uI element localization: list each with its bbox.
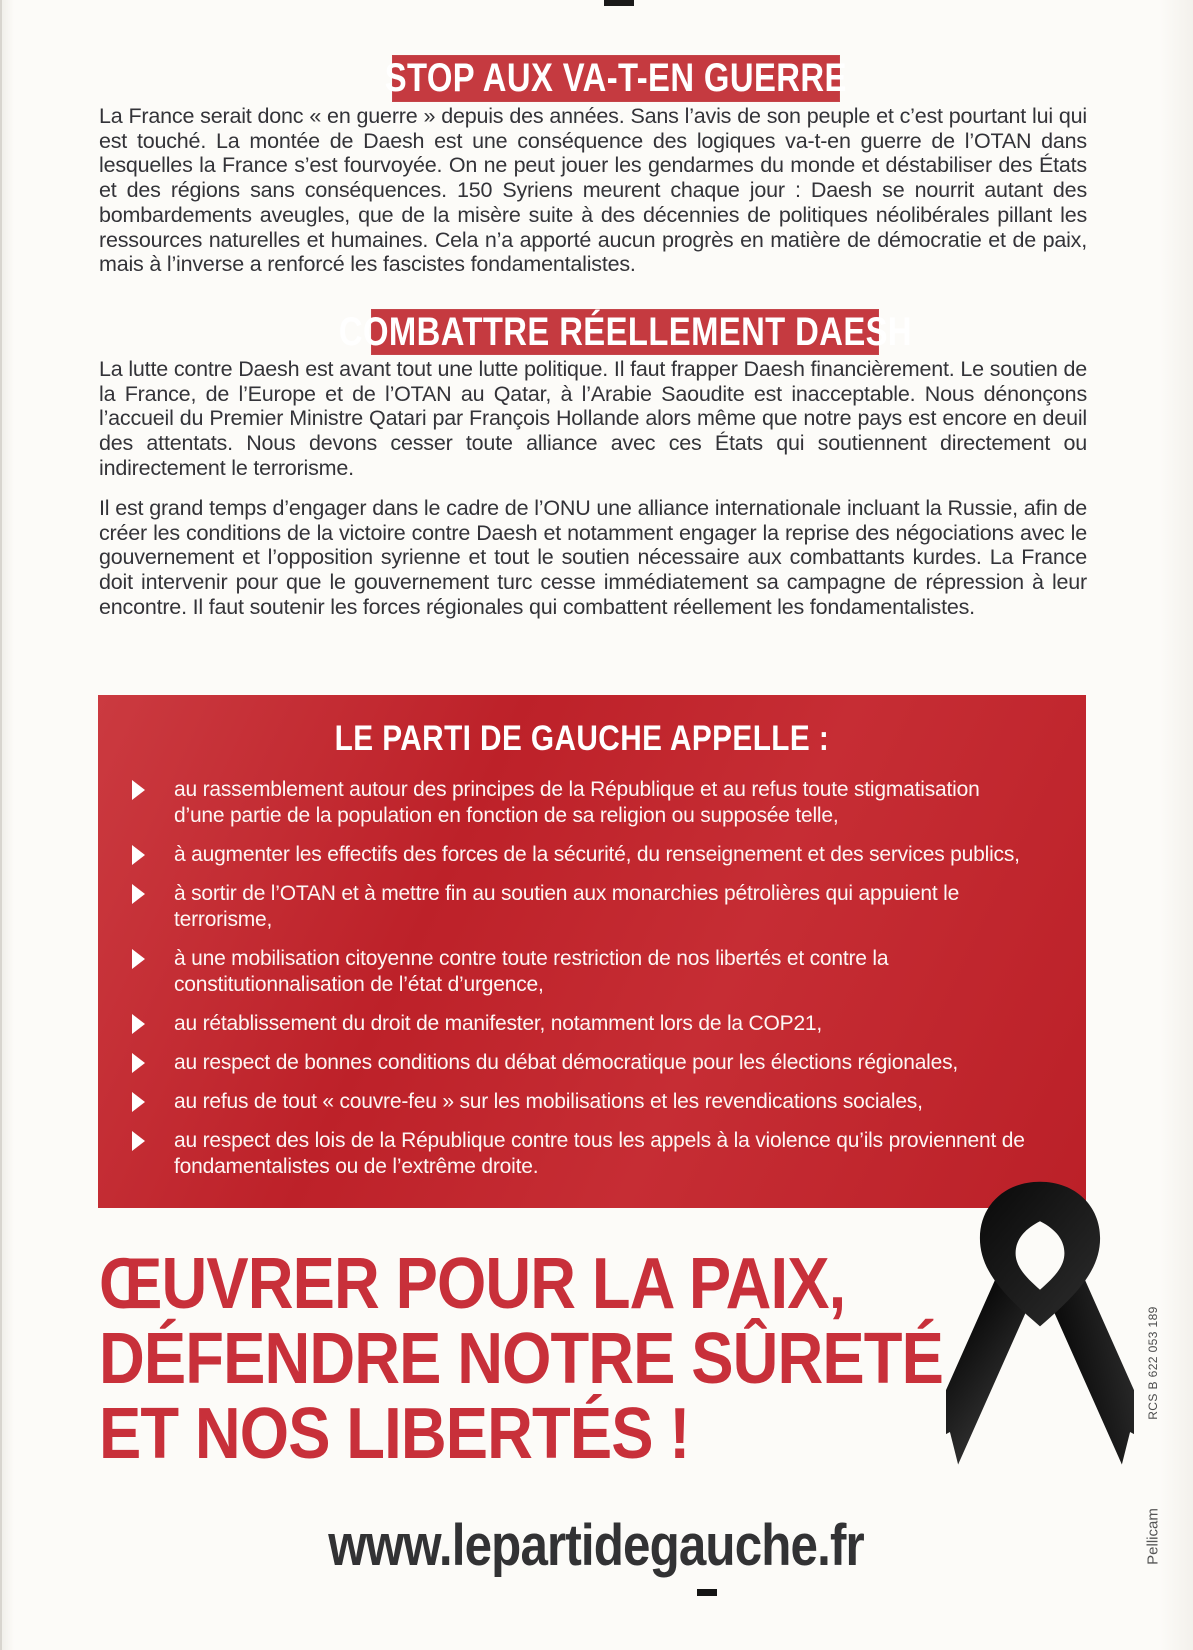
list-item-text: au rétablissement du droit de manifester, notamment lors de la COP21,: [174, 1012, 823, 1035]
triangle-arrow-icon: [132, 949, 161, 969]
list-item-text: à sortir de l’OTAN et à mettre fin au soutien aux monarchies pétrolières qui appuient le terrorisme,: [174, 882, 960, 931]
list-item: [132, 842, 1031, 868]
list-item: [132, 1050, 1031, 1076]
list-item: [132, 1089, 1031, 1115]
appeal-box: [98, 695, 1086, 1208]
list-item-text: au refus de tout « couvre-feu » sur les mobilisations et les revendications sociales,: [174, 1090, 923, 1113]
headline-line-2: [99, 1319, 1058, 1399]
triangle-arrow-icon: [132, 845, 161, 865]
triangle-arrow-icon: [132, 1092, 161, 1112]
paragraph-stop: La France serait donc « en guerre » depuis des années. Sans l’avis de son peuple et c’est pourtant lui qui est touché. La montée de Daesh est une conséquence des logiques va-t-en guerre de l’OTAN dans lesquelles la France s’est fourvoyée. On ne peut jouer les gendarmes du monde et déstabiliser des États et des régions sans conséquences. 150 Syriens meurent chaque jour : Daesh se nourrit autant des bombardements aveugles, que de la misère suite à des décennies de politiques néolibérales pillant les ressources naturelles et humaines. Cela n’a apporté aucun progrès en matière de démocratie et de paix, mais à l’inverse a renforcé les fascistes fondamentalistes.: [99, 104, 1087, 277]
appeal-box-title: [132, 717, 1031, 761]
list-item-text: au respect des lois de la République contre tous les appels à la violence qu’ils proviennent de fondamentalistes ou de l’extrême droite.: [174, 1129, 1025, 1178]
list-item-text: au respect de bonnes conditions du débat démocratique pour les élections régionales,: [174, 1051, 959, 1074]
headline-line-2-text: DÉFENDRE NOTRE SÛRETÉ: [99, 1319, 944, 1399]
website-url: [0, 1512, 1193, 1579]
website-url-text: www.lepartidegauche.fr: [328, 1513, 865, 1578]
list-item-text: au rassemblement autour des principes de la République et au refus toute stigmatisation d’une partie de la population en fonction de sa religion ou supposée telle,: [174, 778, 980, 827]
triangle-arrow-icon: [132, 1053, 161, 1073]
triangle-arrow-icon: [132, 884, 161, 904]
imprint-rcs: RCS B 622 053 189: [1146, 1306, 1160, 1420]
headline-line-1: [99, 1244, 1058, 1324]
section-title-combat-label: COMBATTRE RÉELLEMENT DAESH: [338, 309, 912, 354]
triangle-arrow-icon: [132, 1131, 161, 1151]
list-item: [132, 946, 1031, 998]
headline-line-1-text: ŒUVRER POUR LA PAIX,: [99, 1244, 846, 1324]
paragraph-combat-1: La lutte contre Daesh est avant tout une lutte politique. Il faut frapper Daesh financièrement. Le soutien de la France, de l’Europe et de l’OTAN au Qatar, à l’Arabie Saoudite est inacceptable. Nous dénonçons l’accueil du Premier Ministre Qatari par François Hollande alors même que notre pays est encore en deuil des attentats. Nous devons cesser toute alliance avec ces États qui soutiennent directement ou indirectement le terrorisme.: [99, 357, 1087, 480]
list-item-text: à augmenter les effectifs des forces de la sécurité, du renseignement et des services publics,: [174, 843, 1020, 866]
triangle-arrow-icon: [132, 1014, 161, 1034]
list-item: [132, 777, 1031, 829]
list-item: [132, 881, 1031, 933]
scan-mark-top: [604, 0, 634, 6]
triangle-arrow-icon: [132, 780, 161, 800]
appeal-box-title-label: LE PARTI DE GAUCHE APPELLE :: [334, 719, 829, 758]
section-title-stop: [384, 56, 848, 101]
scan-edge-line: [0, 0, 2, 1650]
list-item: [132, 1011, 1031, 1037]
headline-line-3-text: ET NOS LIBERTÉS !: [99, 1394, 690, 1474]
section-title-combat: [338, 309, 912, 354]
scan-mark-bottom: [697, 1589, 717, 1596]
headline: [99, 1244, 1058, 1474]
section-title-stop-label: STOP AUX VA-T-EN GUERRE: [384, 56, 848, 100]
paragraph-combat-2: Il est grand temps d’engager dans le cadre de l’ONU une alliance internationale incluant la Russie, afin de créer les conditions de la victoire contre Daesh et notamment engager la reprise des négociations avec le gouvernement et l’opposition syrienne et tout le soutien nécessaire aux combattants kurdes. La France doit intervenir pour que le gouvernement turc cesse immédiatement sa campagne de répression à leur encontre. Il faut soutenir les forces régionales qui combattent réellement les fondamentalistes.: [99, 496, 1087, 619]
imprint-printer: Pellicam: [1144, 1508, 1162, 1565]
headline-line-3: [99, 1394, 1058, 1474]
appeal-list: [132, 777, 1031, 1180]
black-mourning-ribbon-icon: [946, 1178, 1134, 1516]
list-item: [132, 1128, 1031, 1180]
list-item-text: à une mobilisation citoyenne contre toute restriction de nos libertés et contre la constitutionnalisation de l’état d’urgence,: [174, 947, 889, 996]
